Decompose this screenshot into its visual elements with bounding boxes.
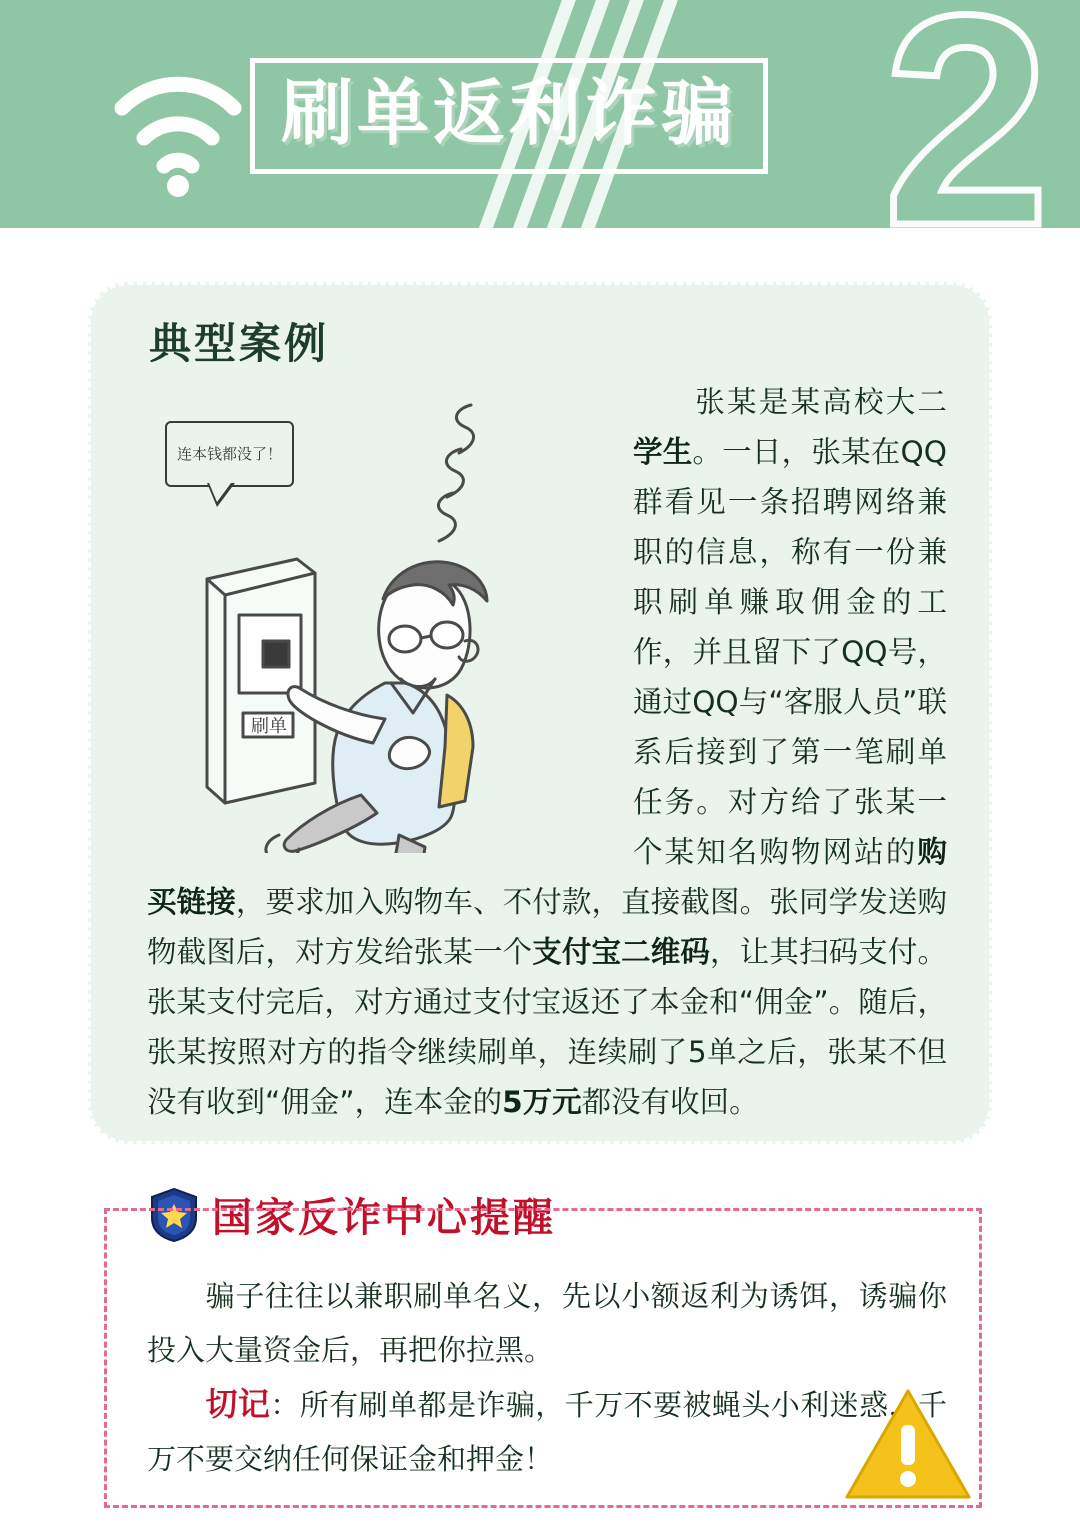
case-text-4: ，让其扫码支付。张某支付完后，对方通过支付宝返还了本金和“佣金”。随后，张某按照对方的指令继续刷单，连续刷了5单之后，张某不但没有收到“佣金”，连本金的 bbox=[147, 935, 947, 1119]
case-keyword-link: 购买链接 bbox=[147, 835, 947, 919]
reminder-title: 国家反诈中心提醒 bbox=[212, 1195, 556, 1241]
case-text-3: ，要求加入购物车、不付款，直接截图。张同学发送购物截图后，对方发给张某一个 bbox=[147, 885, 947, 969]
reminder-text-1: 骗子往往以兼职刷单名义，先以小额返利为诱饵，诱骗你投入大量资金后，再把你拉黑。 bbox=[147, 1279, 947, 1367]
case-text-1: 张某是某高校大二 bbox=[693, 385, 947, 419]
case-body bbox=[147, 377, 947, 1127]
case-text-5: 都没有收回。 bbox=[581, 1085, 759, 1119]
reminder-box bbox=[104, 1208, 982, 1508]
speech-bubble: 连本钱都没了！ bbox=[165, 421, 294, 487]
section-number: 2 bbox=[883, 0, 1050, 228]
case-card bbox=[88, 282, 992, 1144]
header-banner bbox=[0, 0, 1080, 228]
warning-triangle-icon bbox=[843, 1387, 973, 1503]
case-title: 典型案例 bbox=[149, 319, 330, 368]
reminder-keyword: 切记 bbox=[205, 1385, 271, 1423]
page-title: 刷单返利诈骗 bbox=[281, 71, 738, 155]
reminder-body bbox=[147, 1269, 947, 1486]
reminder-text-2: ：所有刷单都是诈骗，千万不要被蝇头小利迷惑，千万不要交纳任何保证金和押金！ bbox=[147, 1388, 947, 1476]
wifi-icon bbox=[108, 62, 248, 202]
case-illustration bbox=[147, 383, 607, 853]
case-text-2: 。一日，张某在QQ群看见一条招聘网络兼职的信息，称有一份兼职刷单赚取佣金的工作，并且留下了QQ号，通过QQ与“客服人员”联系后接到了第一笔刷单任务。对方给了张某一个某知名购物网站的 bbox=[633, 435, 947, 869]
case-keyword-amount: 5万元 bbox=[502, 1085, 582, 1119]
case-keyword-student: 学生 bbox=[633, 435, 693, 469]
case-keyword-qrcode: 支付宝二维码 bbox=[532, 935, 711, 969]
banner-title-box bbox=[250, 58, 768, 174]
atm-label: 刷单 bbox=[251, 716, 287, 737]
